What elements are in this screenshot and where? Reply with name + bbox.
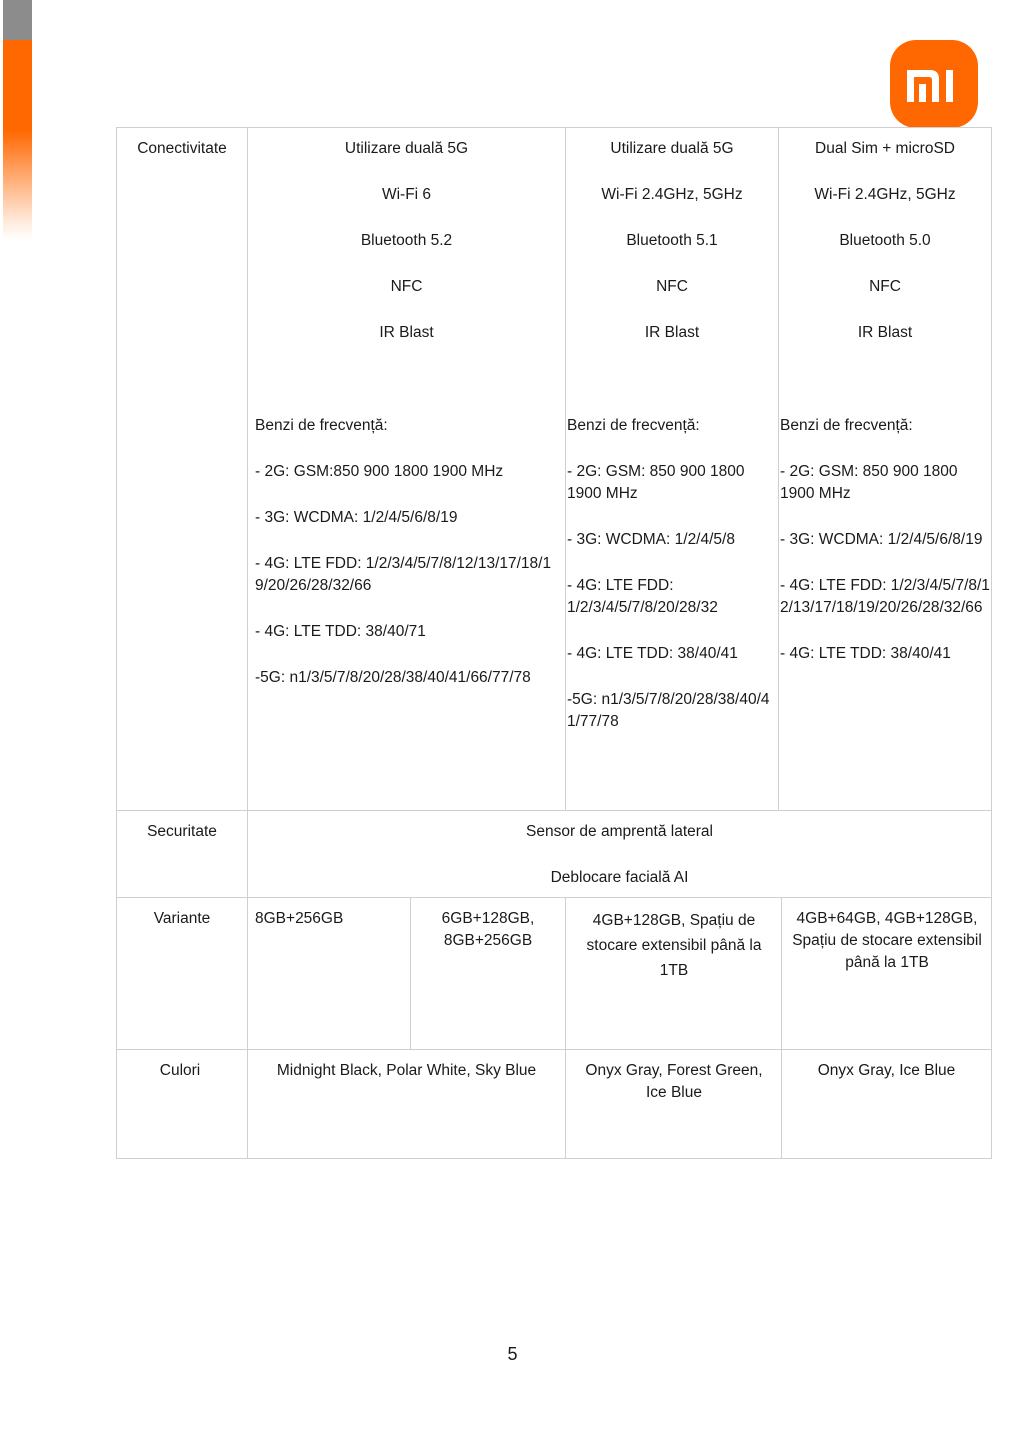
bands-title: Benzi de frecvență: (255, 417, 388, 434)
band-line: - 4G: LTE FDD: 1/2/3/4/5/7/8/12/13/17/18/19/20/26/28/32/66 (255, 555, 552, 594)
band-line: - 4G: LTE FDD: 1/2/3/4/5/7/8/20/28/32 (567, 577, 718, 616)
band-line: - 3G: WCDMA: 1/2/4/5/8 (567, 531, 735, 548)
feature-line: Bluetooth 5.0 (839, 232, 931, 249)
securitate-features (248, 821, 991, 889)
conectivitate-col1-bands (255, 415, 560, 689)
mi-logo-glyph (890, 40, 978, 128)
feature-line: Utilizare duală 5G (610, 140, 734, 157)
feature-line: NFC (869, 278, 901, 295)
feature-line: NFC (390, 278, 423, 295)
edge-stripe-grey (3, 0, 32, 40)
page-edge-stripe (3, 0, 32, 240)
culori-b: Onyx Gray, Forest Green, Ice Blue (585, 1062, 763, 1101)
feature-line: Wi-Fi 2.4GHz, 5GHz (814, 186, 956, 203)
conectivitate-col2-bands (567, 415, 777, 733)
feature-line: Bluetooth 5.2 (360, 232, 453, 249)
security-line: Deblocare facială AI (550, 869, 689, 886)
feature-line: IR Blast (379, 324, 434, 341)
band-line: - 2G: GSM:850 900 1800 1900 MHz (255, 463, 504, 480)
row-label-securitate: Securitate (147, 823, 217, 840)
conectivitate-col2-features (566, 138, 778, 344)
security-line: Sensor de amprentă lateral (526, 823, 713, 840)
band-line: - 4G: LTE TDD: 38/40/41 (567, 645, 738, 662)
band-line: - 4G: LTE TDD: 38/40/41 (780, 645, 951, 662)
bands-title: Benzi de frecvență: (780, 417, 913, 434)
culori-c: Onyx Gray, Ice Blue (817, 1062, 956, 1079)
variante-a: 8GB+256GB (255, 910, 344, 927)
feature-line: IR Blast (857, 324, 913, 341)
feature-line: Bluetooth 5.1 (626, 232, 718, 249)
row-label-conectivitate: Conectivitate (137, 140, 227, 157)
conectivitate-col3-bands (780, 415, 990, 665)
row-label-variante: Variante (153, 910, 211, 927)
band-line: - 2G: GSM: 850 900 1800 1900 MHz (780, 463, 958, 502)
variante-d: 4GB+64GB, 4GB+128GB, Spațiu de stocare extensibil până la 1TB (792, 910, 982, 971)
feature-line: IR Blast (644, 324, 700, 341)
band-line: - 2G: GSM: 850 900 1800 1900 MHz (567, 463, 745, 502)
page-number: 5 (507, 1344, 518, 1364)
feature-line: Dual Sim + microSD (815, 140, 955, 157)
band-line: - 4G: LTE FDD: 1/2/3/4/5/7/8/12/13/17/18/19/20/26/28/32/66 (780, 577, 990, 616)
feature-line: Wi-Fi 2.4GHz, 5GHz (601, 186, 743, 203)
variante-b: 6GB+128GB, 8GB+256GB (441, 910, 535, 949)
band-line: - 3G: WCDMA: 1/2/4/5/6/8/19 (780, 531, 983, 548)
culori-a: Midnight Black, Polar White, Sky Blue (276, 1062, 537, 1079)
conectivitate-col3-features (779, 138, 991, 344)
band-line: -5G: n1/3/5/7/8/20/28/38/40/41/66/77/78 (255, 669, 531, 686)
feature-line: NFC (656, 278, 688, 295)
bands-title: Benzi de frecvență: (567, 417, 700, 434)
band-line: - 3G: WCDMA: 1/2/4/5/6/8/19 (255, 509, 458, 526)
band-line: - 4G: LTE TDD: 38/40/71 (255, 623, 426, 640)
feature-line: Utilizare duală 5G (344, 140, 469, 157)
edge-stripe-orange (3, 40, 32, 240)
variante-c: 4GB+128GB, Spațiu de stocare extensibil până la 1TB (586, 912, 762, 979)
row-label-culori: Culori (159, 1062, 201, 1079)
conectivitate-col1-features (248, 138, 565, 344)
xiaomi-mi-logo-icon (890, 40, 978, 128)
feature-line: Wi-Fi 6 (381, 186, 432, 203)
band-line: -5G: n1/3/5/7/8/20/28/38/40/41/77/78 (567, 691, 770, 730)
